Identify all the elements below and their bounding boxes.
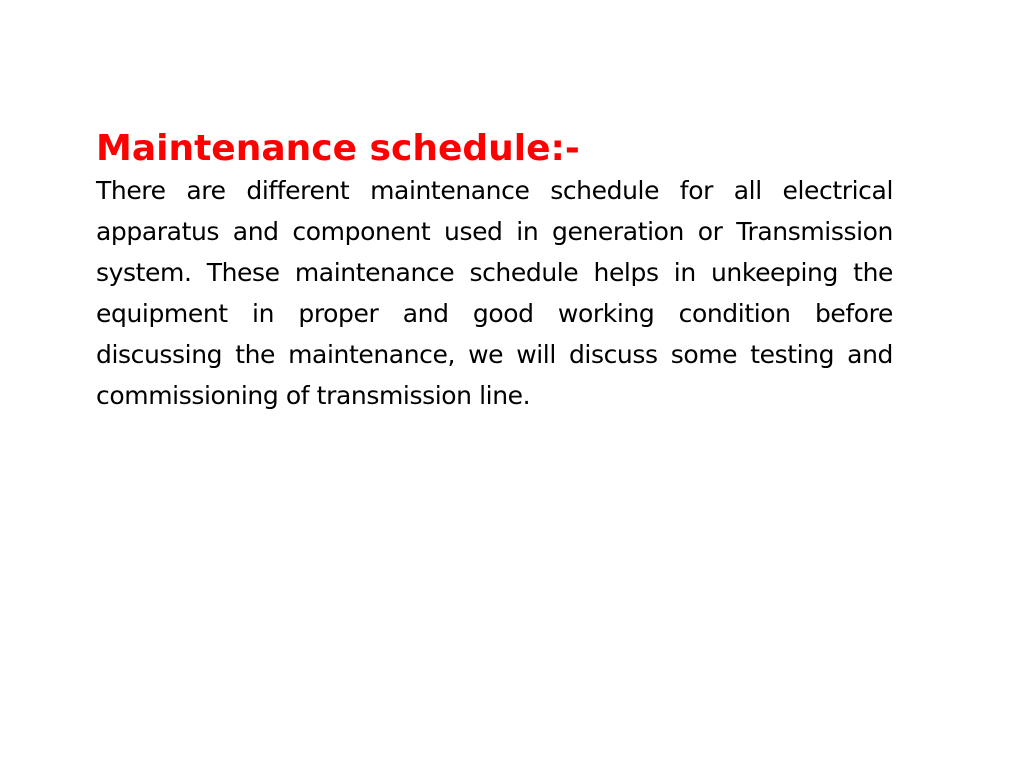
slide-body-text: There are different maintenance schedule for all electrical apparatus and component used in generation or Transmission system. These maintenance schedule helps in unkeeping the equipment in proper and good working condition before discussing the maintenance, we will discuss some testing and commissioning of transmission line. bbox=[96, 176, 893, 410]
slide-title: Maintenance schedule:- bbox=[96, 128, 580, 169]
slide-content bbox=[96, 124, 893, 416]
